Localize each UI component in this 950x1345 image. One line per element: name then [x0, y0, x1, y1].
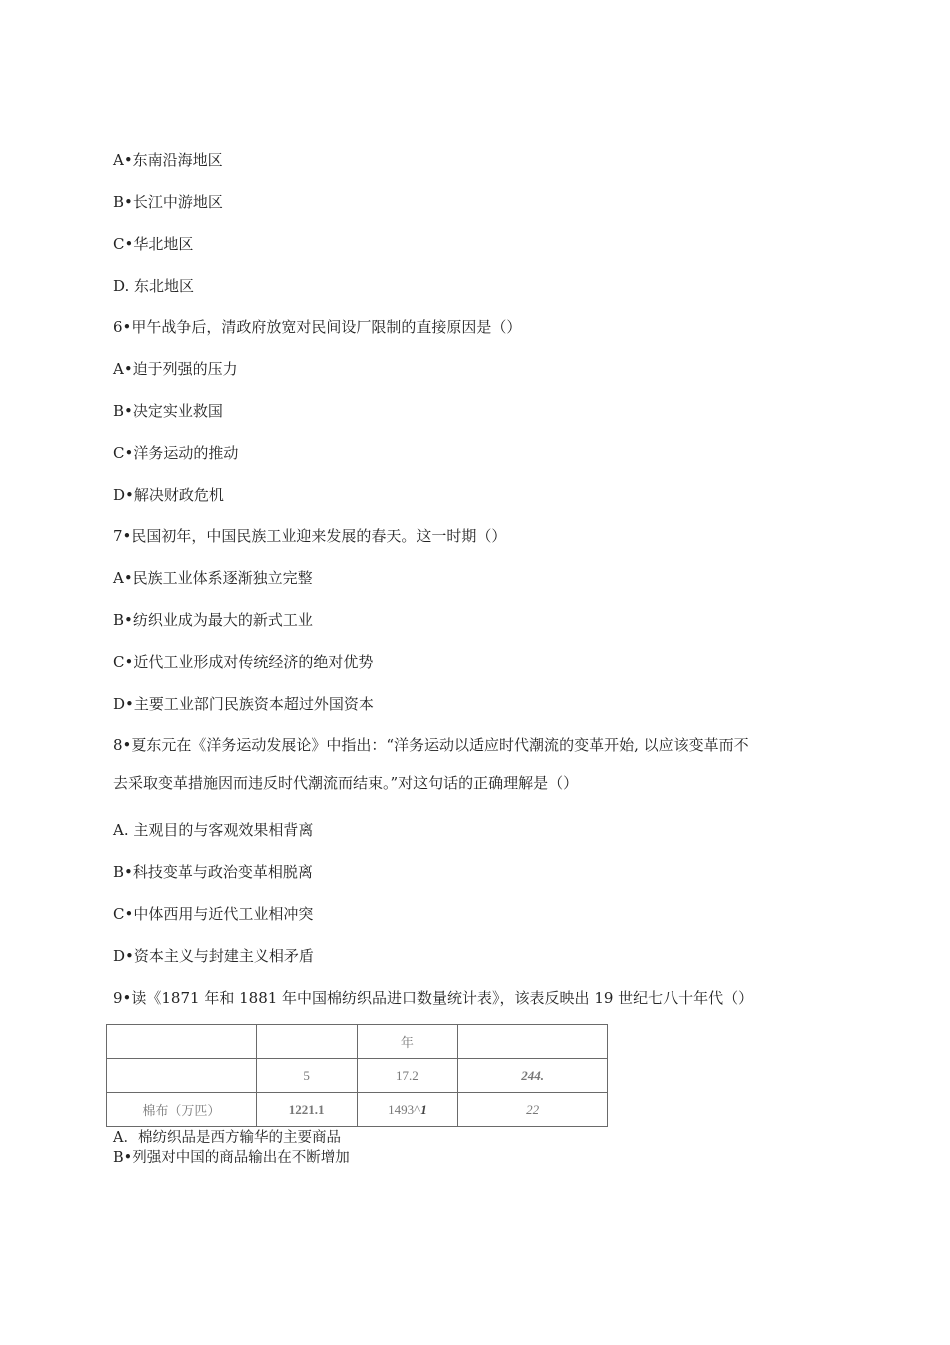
table-header-year: 年	[357, 1025, 458, 1059]
table-row-label: 棉布（万匹）	[107, 1093, 257, 1127]
q6-option-d: D•解决财政危机	[113, 486, 224, 504]
q7-option-b: B•纺织业成为最大的新式工业	[113, 611, 313, 629]
q8-option-c: C•中体西用与近代工业相冲突	[113, 905, 314, 923]
q6-option-b: B•决定实业救国	[113, 402, 223, 420]
q8-option-a: A. 主观目的与客观效果相背离	[113, 821, 314, 839]
table-cell	[458, 1025, 608, 1059]
table-cell	[357, 1093, 458, 1127]
q9-option-a: A．棉纺织品是西方输华的主要商品	[113, 1130, 341, 1146]
table-cell	[107, 1059, 257, 1093]
q6-question: 6•甲午战争后，清政府放宽对民间设厂限制的直接原因是（）	[113, 318, 522, 336]
table-cell: 1221.1	[256, 1093, 357, 1127]
q6-option-a: A•迫于列强的压力	[113, 360, 238, 378]
table-cell: 244.	[458, 1059, 608, 1093]
q8-option-b: B•科技变革与政治变革相脱离	[113, 863, 313, 881]
q5-option-c: C•华北地区	[113, 235, 194, 253]
q9-option-b: B•列强对中国的商品输出在不断增加	[113, 1150, 350, 1166]
q7-question: 7•民国初年，中国民族工业迎来发展的春天。这一时期（）	[113, 527, 507, 545]
table-cell	[256, 1025, 357, 1059]
q5-option-b: B•长江中游地区	[113, 193, 223, 211]
table-row	[107, 1059, 608, 1093]
q7-option-d: D•主要工业部门民族资本超过外国资本	[113, 695, 374, 713]
table-cell: 22	[458, 1093, 608, 1127]
table-cell: 17.2	[357, 1059, 458, 1093]
table-cell: 5	[256, 1059, 357, 1093]
q5-option-d: D. 东北地区	[113, 277, 195, 295]
table-cell-value-tail: 1	[420, 1101, 427, 1117]
q5-option-a: A•东南沿海地区	[113, 151, 223, 169]
table-row	[107, 1025, 608, 1059]
q8-question-line-2: 去采取变革措施因而违反时代潮流而结束。”对这句话的正确理解是（）	[113, 774, 579, 792]
q6-option-c: C•洋务运动的推动	[113, 444, 239, 462]
q7-option-c: C•近代工业形成对传统经济的绝对优势	[113, 653, 374, 671]
q8-option-d: D•资本主义与封建主义相矛盾	[113, 947, 314, 965]
q8-question-line-1: 8•夏东元在《洋务运动发展论》中指出：“洋务运动以适应时代潮流的变革开始, 以应该变革而不	[113, 736, 749, 754]
import-stats-table	[106, 1024, 608, 1127]
table-cell-value: 1493^	[388, 1101, 421, 1117]
table-row	[107, 1093, 608, 1127]
table-cell	[107, 1025, 257, 1059]
q7-option-a: A•民族工业体系逐渐独立完整	[113, 569, 313, 587]
q9-question: 9•读《1871 年和 1881 年中国棉纺织品进口数量统计表》，该表反映出 19 世纪七八十年代（）	[113, 989, 754, 1007]
